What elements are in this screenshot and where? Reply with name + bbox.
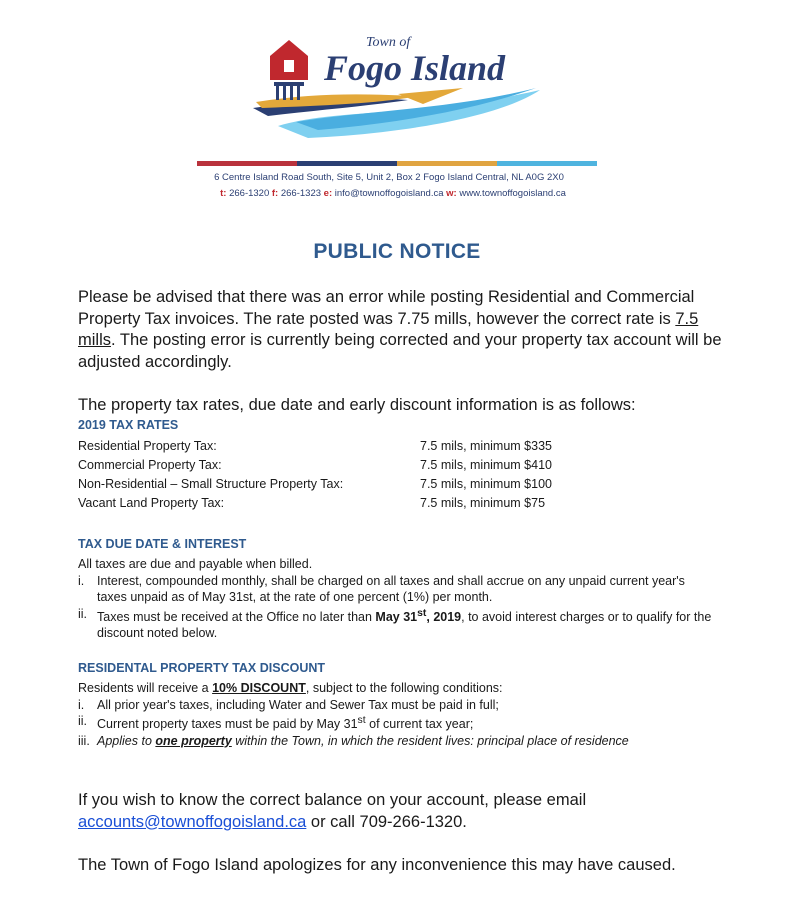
rate-name: Residential Property Tax: xyxy=(78,439,217,453)
accounts-email-link[interactable]: accounts@townoffogoisland.ca xyxy=(78,812,307,831)
town-logo xyxy=(248,30,548,158)
website: www.townoffogoisland.ca xyxy=(459,188,566,199)
letterhead-address: 6 Centre Island Road South, Site 5, Unit 2, Box 2 Fogo Island Central, NL A0G 2X0 xyxy=(214,172,564,183)
logo-wordmark: Fogo Island xyxy=(324,48,506,88)
rate-value: 7.5 mils, minimum $75 xyxy=(420,496,546,510)
rate-value: 7.5 mils, minimum $410 xyxy=(420,458,552,472)
letterhead-contact: t: 266-1320 f: 266-1323 e: info@townoffogoisland.ca w: www.townoffogoisland.ca xyxy=(220,188,566,199)
discount-section xyxy=(78,680,718,749)
logo-town-of: Town of xyxy=(366,35,411,50)
rates-intro: The property tax rates, due date and early discount information is as follows: xyxy=(78,396,636,414)
apology-paragraph: The Town of Fogo Island apologizes for any inconvenience this may have caused. xyxy=(78,856,676,874)
list-item: i. Interest, compounded monthly, shall be charged on all taxes and shall accrue on any unpaid current year's taxes unpaid as of May 31st, at the rate of one percent (1%) per month. xyxy=(78,573,685,604)
letterhead-color-rule xyxy=(197,161,597,166)
discount-heading: RESIDENTAL PROPERTY TAX DISCOUNT xyxy=(78,661,326,675)
due-lead: All taxes are due and payable when billed. xyxy=(78,557,313,571)
rate-name: Commercial Property Tax: xyxy=(78,458,222,472)
list-item: ii. Current property taxes must be paid by May 31st of current tax year; xyxy=(78,714,474,732)
due-section xyxy=(78,556,718,642)
intro-paragraph: Please be advised that there was an error while posting Residential and Commercial Property Tax invoices. The rate posted was 7.75 mills, however the correct rate is 7.5 mills. The posting error is currently being corrected and your property tax account will be adjusted accordingly. xyxy=(78,288,722,371)
phone: 266-1320 xyxy=(229,188,270,199)
list-item: i. All prior year's taxes, including Water and Sewer Tax must be paid in full; xyxy=(78,697,499,712)
page-title: PUBLIC NOTICE xyxy=(313,240,481,263)
rate-name: Vacant Land Property Tax: xyxy=(78,496,225,510)
discount-amount: 10% DISCOUNT xyxy=(212,681,306,695)
list-item: iii. Applies to one property within the Town, in which the resident lives: principal place of residence xyxy=(78,733,629,748)
rate-row xyxy=(78,494,638,513)
discount-lead: Residents will receive a 10% DISCOUNT, subject to the following conditions: xyxy=(78,681,503,695)
correct-rate: 7.5 mills xyxy=(78,309,699,349)
rates-table xyxy=(78,437,638,513)
contact-paragraph: If you wish to know the correct balance on your account, please email accounts@townoffogoisland.ca or call 709-266-1320. xyxy=(78,791,587,831)
rule-gold xyxy=(397,161,497,166)
due-heading: TAX DUE DATE & INTEREST xyxy=(78,537,247,551)
logo-stilt-deck xyxy=(274,82,304,86)
rate-name: Non-Residential – Small Structure Property Tax: xyxy=(78,477,344,491)
fax: 266-1323 xyxy=(280,188,322,199)
logo-boat xyxy=(398,88,463,104)
rate-row xyxy=(78,456,638,475)
list-item: ii. Taxes must be received at the Office no later than May 31st, 2019, to avoid interest charges or to qualify for the discount noted below. xyxy=(78,606,712,641)
rule-red xyxy=(197,161,297,166)
email: info@townoffogoisland.ca xyxy=(334,188,444,199)
rate-row xyxy=(78,475,638,494)
rate-value: 7.5 mils, minimum $100 xyxy=(420,477,552,491)
rate-value: 7.5 mils, minimum $335 xyxy=(420,439,552,453)
rule-blue xyxy=(497,161,597,166)
rule-navy xyxy=(297,161,397,166)
rate-row xyxy=(78,437,638,456)
rates-heading: 2019 TAX RATES xyxy=(78,418,179,432)
